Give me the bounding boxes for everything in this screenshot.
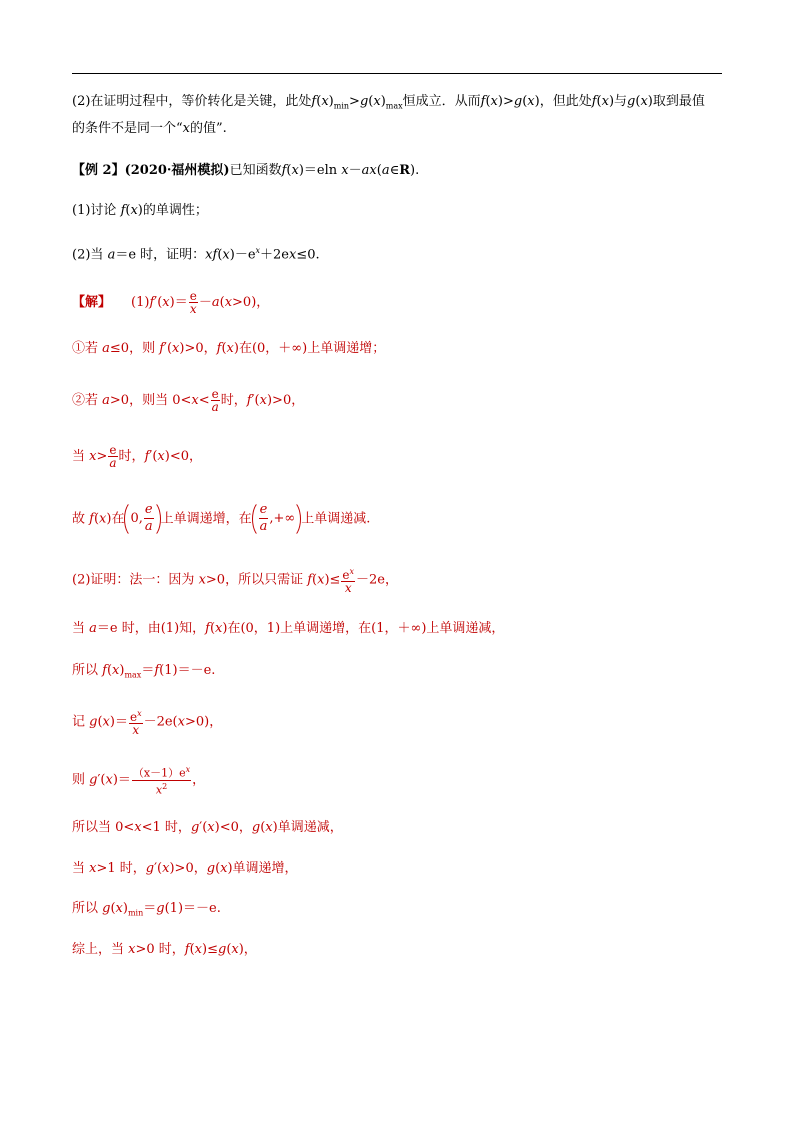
text: )＝ bbox=[109, 714, 128, 730]
denominator: a bbox=[211, 400, 219, 414]
var: x bbox=[226, 341, 234, 356]
text: (2)证明：法一：因为 bbox=[72, 572, 199, 588]
text: ( bbox=[97, 714, 103, 730]
text: ) bbox=[229, 247, 235, 263]
var: f bbox=[591, 94, 597, 109]
text: > bbox=[96, 449, 108, 464]
superscript: x bbox=[185, 765, 191, 774]
text: ( bbox=[312, 572, 318, 588]
var: a bbox=[102, 393, 110, 408]
text: > bbox=[349, 94, 360, 109]
var: x bbox=[220, 861, 228, 876]
text: ) bbox=[298, 163, 304, 178]
text: >0)， bbox=[232, 295, 270, 310]
solution-line-6 bbox=[72, 566, 398, 594]
var: x bbox=[177, 714, 185, 730]
text: ＋2e bbox=[260, 247, 289, 263]
text: ′( bbox=[154, 861, 163, 876]
denominator: x bbox=[189, 302, 197, 316]
var: f bbox=[307, 572, 313, 588]
var: x bbox=[640, 94, 648, 109]
var: x bbox=[259, 393, 267, 408]
text: ( bbox=[215, 861, 221, 876]
text: )≤ bbox=[324, 572, 341, 588]
interval-2 bbox=[252, 500, 302, 538]
text: ) bbox=[534, 94, 540, 109]
text: 的值”. bbox=[190, 121, 227, 136]
text: (2)在证明过程中，等价转化是关键，此处 bbox=[72, 94, 312, 109]
var: x bbox=[231, 942, 239, 957]
solution-line-11 bbox=[72, 818, 343, 838]
text: )>0， bbox=[266, 393, 305, 408]
example-source: (2020·福州模拟) bbox=[124, 163, 230, 178]
text: 当 bbox=[72, 449, 90, 464]
text: ≤0，则 bbox=[109, 341, 160, 356]
solution-line-2 bbox=[72, 339, 385, 359]
solution-line-4 bbox=[72, 444, 202, 469]
example-part-2 bbox=[72, 241, 320, 265]
text: (1)讨论 bbox=[72, 203, 121, 218]
var: g bbox=[145, 861, 155, 876]
solution-line-5 bbox=[72, 500, 370, 538]
var: x bbox=[373, 94, 381, 109]
text: (1) bbox=[131, 295, 150, 310]
text: 0, bbox=[130, 511, 143, 526]
text: x bbox=[155, 783, 163, 797]
var: x bbox=[198, 572, 206, 588]
var: g bbox=[513, 94, 523, 109]
text: 所以当 0< bbox=[72, 820, 135, 835]
text: ′( bbox=[149, 449, 158, 464]
text: 则 bbox=[72, 772, 90, 788]
text: 所以 bbox=[72, 901, 103, 916]
text: ( bbox=[596, 94, 602, 109]
var: g bbox=[89, 772, 98, 788]
var: g bbox=[359, 94, 369, 109]
var: x bbox=[207, 820, 215, 835]
var: x bbox=[130, 203, 138, 218]
text: ( bbox=[376, 163, 382, 178]
var: x bbox=[527, 94, 535, 109]
var: f bbox=[184, 942, 190, 957]
solution-line-8 bbox=[72, 661, 215, 686]
var: x bbox=[369, 163, 377, 178]
text: )＝ bbox=[112, 772, 131, 788]
text: 综上，当 bbox=[72, 942, 129, 957]
text: ) bbox=[497, 94, 503, 109]
text: 上单调递增，在 bbox=[160, 511, 252, 527]
text: ) bbox=[122, 901, 128, 916]
var: g bbox=[251, 820, 261, 835]
solution-line-10 bbox=[72, 764, 205, 796]
var: f bbox=[246, 393, 252, 408]
text: )<0， bbox=[164, 449, 202, 464]
text: (2)当 bbox=[72, 247, 108, 263]
text: ( bbox=[110, 901, 116, 916]
example-label: 【例 2】 bbox=[72, 163, 125, 178]
text: >0)， bbox=[184, 714, 223, 730]
denominator: a bbox=[109, 456, 117, 470]
var: x bbox=[490, 94, 498, 109]
text: )， bbox=[238, 942, 257, 957]
text: ，但此处 bbox=[539, 94, 592, 109]
denominator bbox=[132, 780, 191, 797]
fraction bbox=[341, 566, 355, 594]
var: f bbox=[311, 94, 317, 109]
text: －2e， bbox=[356, 572, 398, 588]
var: f bbox=[149, 295, 155, 310]
var: x bbox=[194, 942, 203, 957]
solution-line-1 bbox=[72, 290, 269, 315]
text: ( bbox=[209, 621, 216, 636]
var: g bbox=[627, 94, 636, 109]
var: a bbox=[381, 163, 390, 178]
text: )单调递减， bbox=[272, 820, 343, 835]
subscript: min bbox=[333, 101, 350, 111]
text: ， bbox=[192, 772, 206, 788]
solution-line-9 bbox=[72, 708, 222, 736]
text: )单调递增， bbox=[227, 861, 298, 876]
var: x bbox=[321, 94, 329, 109]
text: <1 时， bbox=[141, 820, 191, 835]
text: ( bbox=[106, 663, 113, 678]
text: ( bbox=[226, 942, 232, 957]
example-part-1 bbox=[72, 201, 208, 221]
superscript: 2 bbox=[162, 781, 168, 791]
denominator: a bbox=[259, 519, 268, 534]
text: ②若 bbox=[72, 393, 103, 408]
text: ( bbox=[286, 163, 292, 178]
text: ( bbox=[125, 203, 131, 218]
text: ′( bbox=[97, 772, 106, 788]
var: g bbox=[156, 901, 165, 916]
text: )<0， bbox=[214, 820, 252, 835]
text: ( bbox=[219, 295, 225, 310]
text: ( bbox=[189, 942, 195, 957]
text: ). bbox=[410, 163, 420, 178]
text: ( bbox=[93, 511, 100, 527]
fraction bbox=[189, 290, 198, 315]
text: > bbox=[502, 94, 514, 109]
subscript: min bbox=[127, 908, 144, 918]
text: ) bbox=[380, 94, 386, 109]
denominator: x bbox=[341, 581, 355, 594]
superscript: x bbox=[349, 567, 355, 576]
var: f bbox=[205, 621, 210, 636]
var: x bbox=[105, 772, 113, 788]
numerator: e bbox=[109, 443, 117, 457]
numerator bbox=[341, 566, 355, 581]
solution-line-7 bbox=[72, 619, 504, 639]
text: ( bbox=[485, 94, 491, 109]
text: ( bbox=[217, 247, 223, 263]
text: ≤0. bbox=[296, 247, 320, 263]
var: x bbox=[289, 247, 297, 263]
text: 时， bbox=[118, 449, 145, 464]
var: x bbox=[134, 820, 142, 835]
var: x bbox=[191, 393, 199, 408]
text: >1 时， bbox=[96, 861, 146, 876]
text: )>0， bbox=[179, 341, 217, 356]
text: ( bbox=[368, 94, 374, 109]
numerator bbox=[129, 708, 143, 723]
var: x bbox=[205, 247, 213, 263]
text: (1)＝－e. bbox=[164, 901, 221, 916]
numerator: e bbox=[211, 387, 219, 401]
text: 故 bbox=[72, 511, 90, 527]
fraction bbox=[129, 708, 143, 736]
text: ,+∞ bbox=[269, 511, 296, 526]
text: e bbox=[342, 568, 350, 582]
text: 时， bbox=[220, 393, 247, 408]
text: 当 bbox=[72, 621, 90, 636]
text: )>0， bbox=[169, 861, 207, 876]
text: ( bbox=[522, 94, 528, 109]
var: x bbox=[224, 295, 233, 310]
var: f bbox=[102, 663, 107, 678]
solution-line-12 bbox=[72, 859, 298, 879]
text: ) bbox=[647, 94, 653, 109]
subscript: max bbox=[124, 670, 142, 680]
text: ) bbox=[608, 94, 615, 109]
var: f bbox=[89, 511, 94, 527]
text: e bbox=[129, 710, 138, 724]
remark-line-2 bbox=[72, 119, 227, 139]
numerator: e bbox=[259, 502, 268, 517]
var: f bbox=[212, 247, 218, 263]
var: g bbox=[190, 820, 200, 835]
denominator: a bbox=[144, 519, 153, 534]
text: >0，所以只需证 bbox=[205, 572, 308, 588]
header-rule bbox=[72, 73, 722, 74]
var: a bbox=[102, 341, 110, 356]
var: g bbox=[102, 901, 111, 916]
var: x bbox=[215, 621, 223, 636]
text: 恒成立．从而 bbox=[402, 94, 481, 109]
interval-1 bbox=[124, 500, 160, 538]
text: )在(0，1)上单调递增，在(1，＋∞)上单调递减， bbox=[222, 621, 505, 636]
text: ′( bbox=[164, 341, 173, 356]
fraction bbox=[211, 388, 220, 413]
text: ( bbox=[221, 341, 227, 356]
var: a bbox=[211, 295, 220, 310]
text: 与 bbox=[614, 94, 628, 109]
text: －e bbox=[234, 247, 256, 263]
text: ＝ bbox=[174, 295, 188, 310]
text: ＝e 时，由(1)知， bbox=[96, 621, 206, 636]
var: x bbox=[99, 511, 107, 527]
var: x bbox=[89, 449, 97, 464]
text: （x－1）e bbox=[132, 766, 186, 780]
var: x bbox=[162, 295, 170, 310]
text: 当 bbox=[72, 861, 90, 876]
text: 取到最值 bbox=[652, 94, 705, 109]
text: 的条件不是同一个“ bbox=[72, 121, 183, 136]
solution-line-14 bbox=[72, 940, 257, 960]
var: f bbox=[159, 341, 165, 356]
var: x bbox=[102, 714, 110, 730]
var: x bbox=[172, 341, 180, 356]
text: ) bbox=[119, 663, 125, 678]
text: ) bbox=[328, 94, 334, 109]
example-statement bbox=[72, 161, 419, 181]
text: 记 bbox=[72, 714, 90, 730]
text: ′( bbox=[199, 820, 208, 835]
text: ＝ bbox=[141, 663, 155, 678]
text: ＝e 时，证明： bbox=[115, 247, 206, 263]
var: x bbox=[265, 820, 273, 835]
var: x bbox=[157, 449, 165, 464]
text: －2e( bbox=[143, 714, 178, 730]
text: )在(0，＋∞)上单调递增； bbox=[233, 341, 386, 356]
var: g bbox=[89, 714, 98, 730]
superscript: x bbox=[137, 709, 142, 718]
var: x bbox=[89, 861, 97, 876]
var: g bbox=[217, 942, 227, 957]
text: ) bbox=[169, 295, 175, 310]
text: ) bbox=[137, 203, 143, 218]
text: － bbox=[198, 295, 212, 310]
var: f bbox=[480, 94, 486, 109]
fraction bbox=[259, 502, 269, 535]
text: ′ bbox=[154, 295, 158, 310]
var: f bbox=[144, 449, 150, 464]
text: )在 bbox=[106, 511, 125, 527]
text: ( bbox=[316, 94, 322, 109]
numerator bbox=[132, 764, 191, 780]
var: f bbox=[120, 203, 126, 218]
text: ( bbox=[157, 295, 163, 310]
subscript: max bbox=[385, 101, 403, 111]
var: x bbox=[115, 901, 123, 916]
numerator: e bbox=[144, 502, 153, 517]
var: x bbox=[341, 163, 349, 178]
superscript: x bbox=[255, 246, 261, 255]
text: ( bbox=[260, 820, 266, 835]
var: x bbox=[317, 572, 325, 588]
var: a bbox=[361, 163, 370, 178]
text: >0，则当 0< bbox=[109, 393, 192, 408]
solution-line-3 bbox=[72, 388, 304, 413]
var: f bbox=[154, 663, 160, 678]
text: 上单调递减. bbox=[301, 511, 371, 527]
text: － bbox=[348, 163, 362, 178]
var: x bbox=[112, 663, 120, 678]
text: >0 时， bbox=[135, 942, 185, 957]
numerator: e bbox=[189, 289, 197, 303]
var: f bbox=[281, 163, 287, 178]
var: x bbox=[291, 163, 299, 178]
var: x bbox=[182, 121, 190, 136]
text: 的单调性； bbox=[142, 203, 208, 218]
text: ＝eln bbox=[303, 163, 342, 178]
var: x bbox=[128, 942, 136, 957]
var: x bbox=[601, 94, 609, 109]
fraction bbox=[108, 444, 117, 469]
var: g bbox=[206, 861, 216, 876]
var: a bbox=[89, 621, 97, 636]
text: 已知函数 bbox=[229, 163, 282, 178]
var: x bbox=[222, 247, 230, 263]
real-set: R bbox=[399, 163, 411, 178]
fraction bbox=[132, 764, 191, 796]
fraction bbox=[144, 502, 154, 535]
solution-label: 【解】 bbox=[72, 295, 112, 310]
solution-line-13 bbox=[72, 899, 221, 924]
text: 所以 bbox=[72, 663, 103, 678]
text: ′( bbox=[251, 393, 260, 408]
text: ①若 bbox=[72, 341, 103, 356]
text: < bbox=[198, 393, 210, 408]
text: ( bbox=[635, 94, 641, 109]
var: a bbox=[107, 247, 116, 263]
text: ＝ bbox=[143, 901, 157, 916]
var: f bbox=[216, 341, 222, 356]
denominator: x bbox=[129, 723, 143, 736]
text: )≤ bbox=[202, 942, 218, 957]
text: ∈ bbox=[389, 163, 400, 178]
remark-line-1 bbox=[72, 92, 705, 117]
text: (1)＝－e. bbox=[159, 663, 216, 678]
var: x bbox=[162, 861, 170, 876]
